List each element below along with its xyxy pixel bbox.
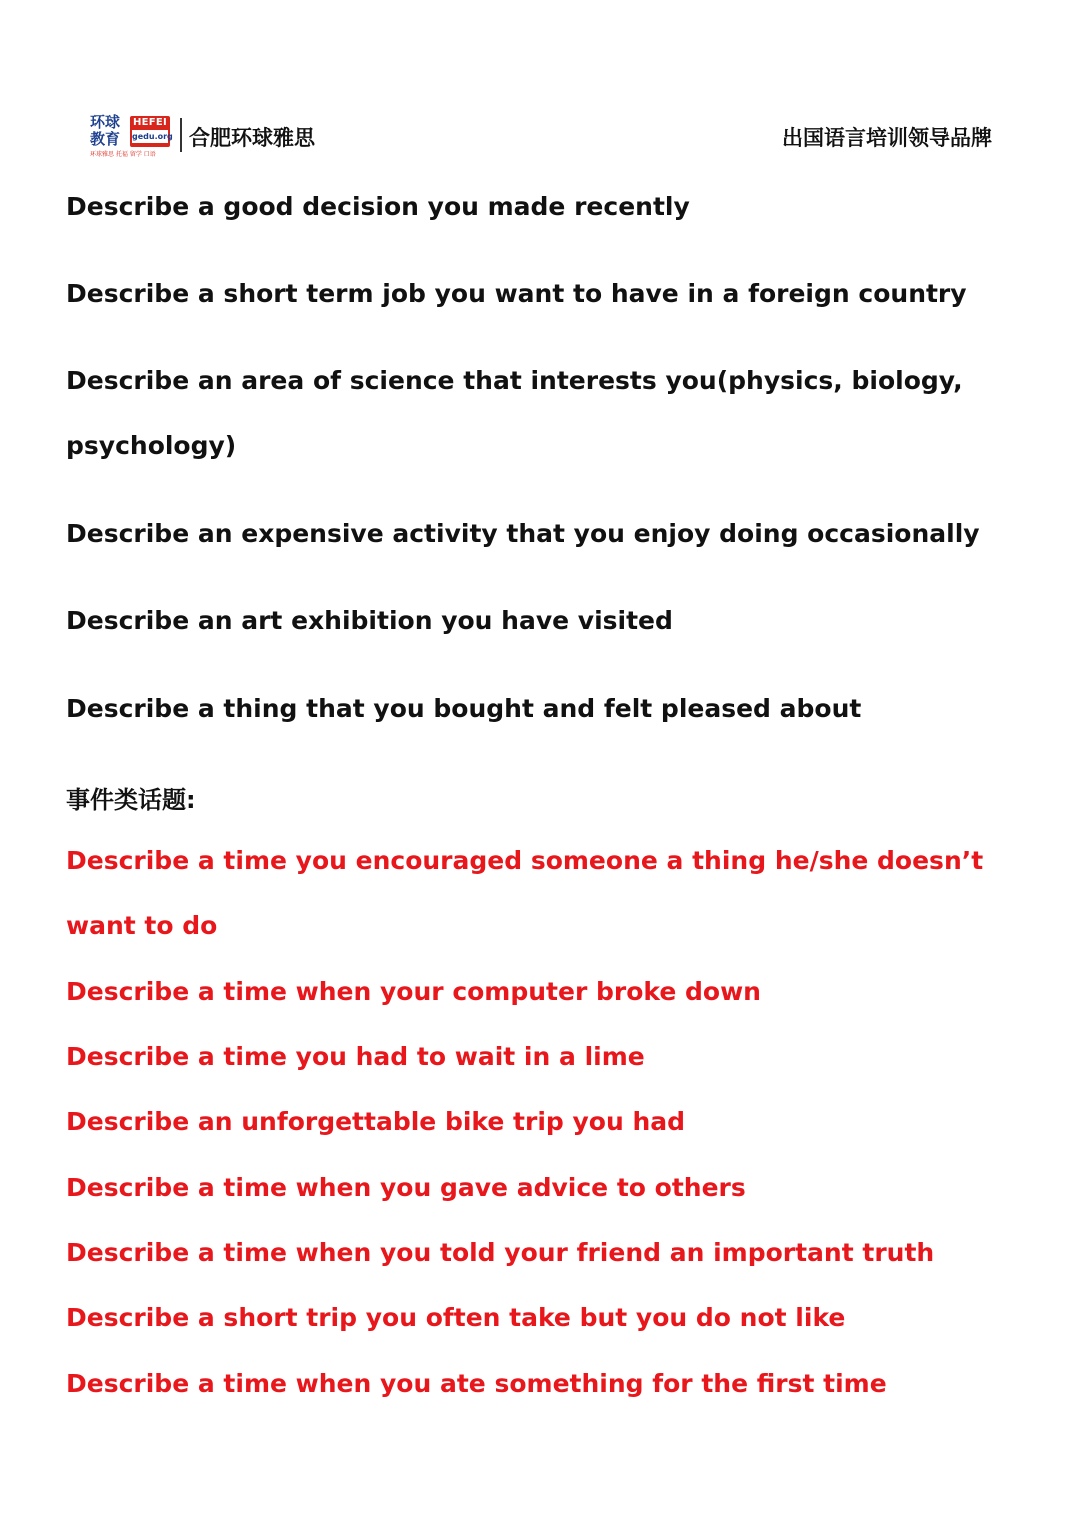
topic-item: Describe a short trip you often take but you do not like [66, 1303, 846, 1332]
topic-item-continuation: want to do [66, 911, 218, 940]
topic-item: Describe a thing that you bought and felt pleased about [66, 694, 862, 723]
section-heading-event-topics: 事件类话题: [66, 786, 196, 814]
topic-item-continuation: psychology) [66, 431, 237, 460]
logo-badge [130, 116, 173, 147]
topic-item: Describe an art exhibition you have visited [66, 606, 673, 635]
topic-item: Describe a time when you gave advice to others [66, 1173, 746, 1202]
logo-cn-line2: 教育 [90, 130, 121, 148]
logo-chinese-text [90, 114, 130, 148]
topic-item: Describe an expensive activity that you enjoy doing occasionally [66, 519, 980, 548]
topic-item: Describe a time when you told your friend an important truth [66, 1238, 935, 1267]
logo-tagline: 环球雅思 托福 留学 口语 [90, 151, 156, 158]
school-name: 合肥环球雅思 [189, 126, 315, 150]
header-divider [180, 118, 182, 152]
page-header [90, 114, 992, 164]
topic-item: Describe a time you encouraged someone a thing he/she doesn’t [66, 846, 984, 875]
topic-item: Describe a time when you ate something for the first time [66, 1369, 887, 1398]
topic-item: Describe a short term job you want to have in a foreign country [66, 279, 967, 308]
brand-slogan: 出国语言培训领导品牌 [782, 126, 992, 150]
topic-item: Describe an area of science that interests you(physics, biology, [66, 366, 963, 395]
topic-item: Describe a time you had to wait in a lime [66, 1042, 645, 1071]
gedu-logo [90, 114, 174, 162]
topic-item: Describe a time when your computer broke down [66, 977, 761, 1006]
logo-badge-domain: gedu.org [132, 132, 173, 141]
topic-item: Describe an unforgettable bike trip you had [66, 1107, 686, 1136]
logo-cn-line1: 环球 [90, 113, 121, 131]
topic-item: Describe a good decision you made recently [66, 192, 690, 221]
logo-badge-city: HEFEI [132, 117, 168, 128]
